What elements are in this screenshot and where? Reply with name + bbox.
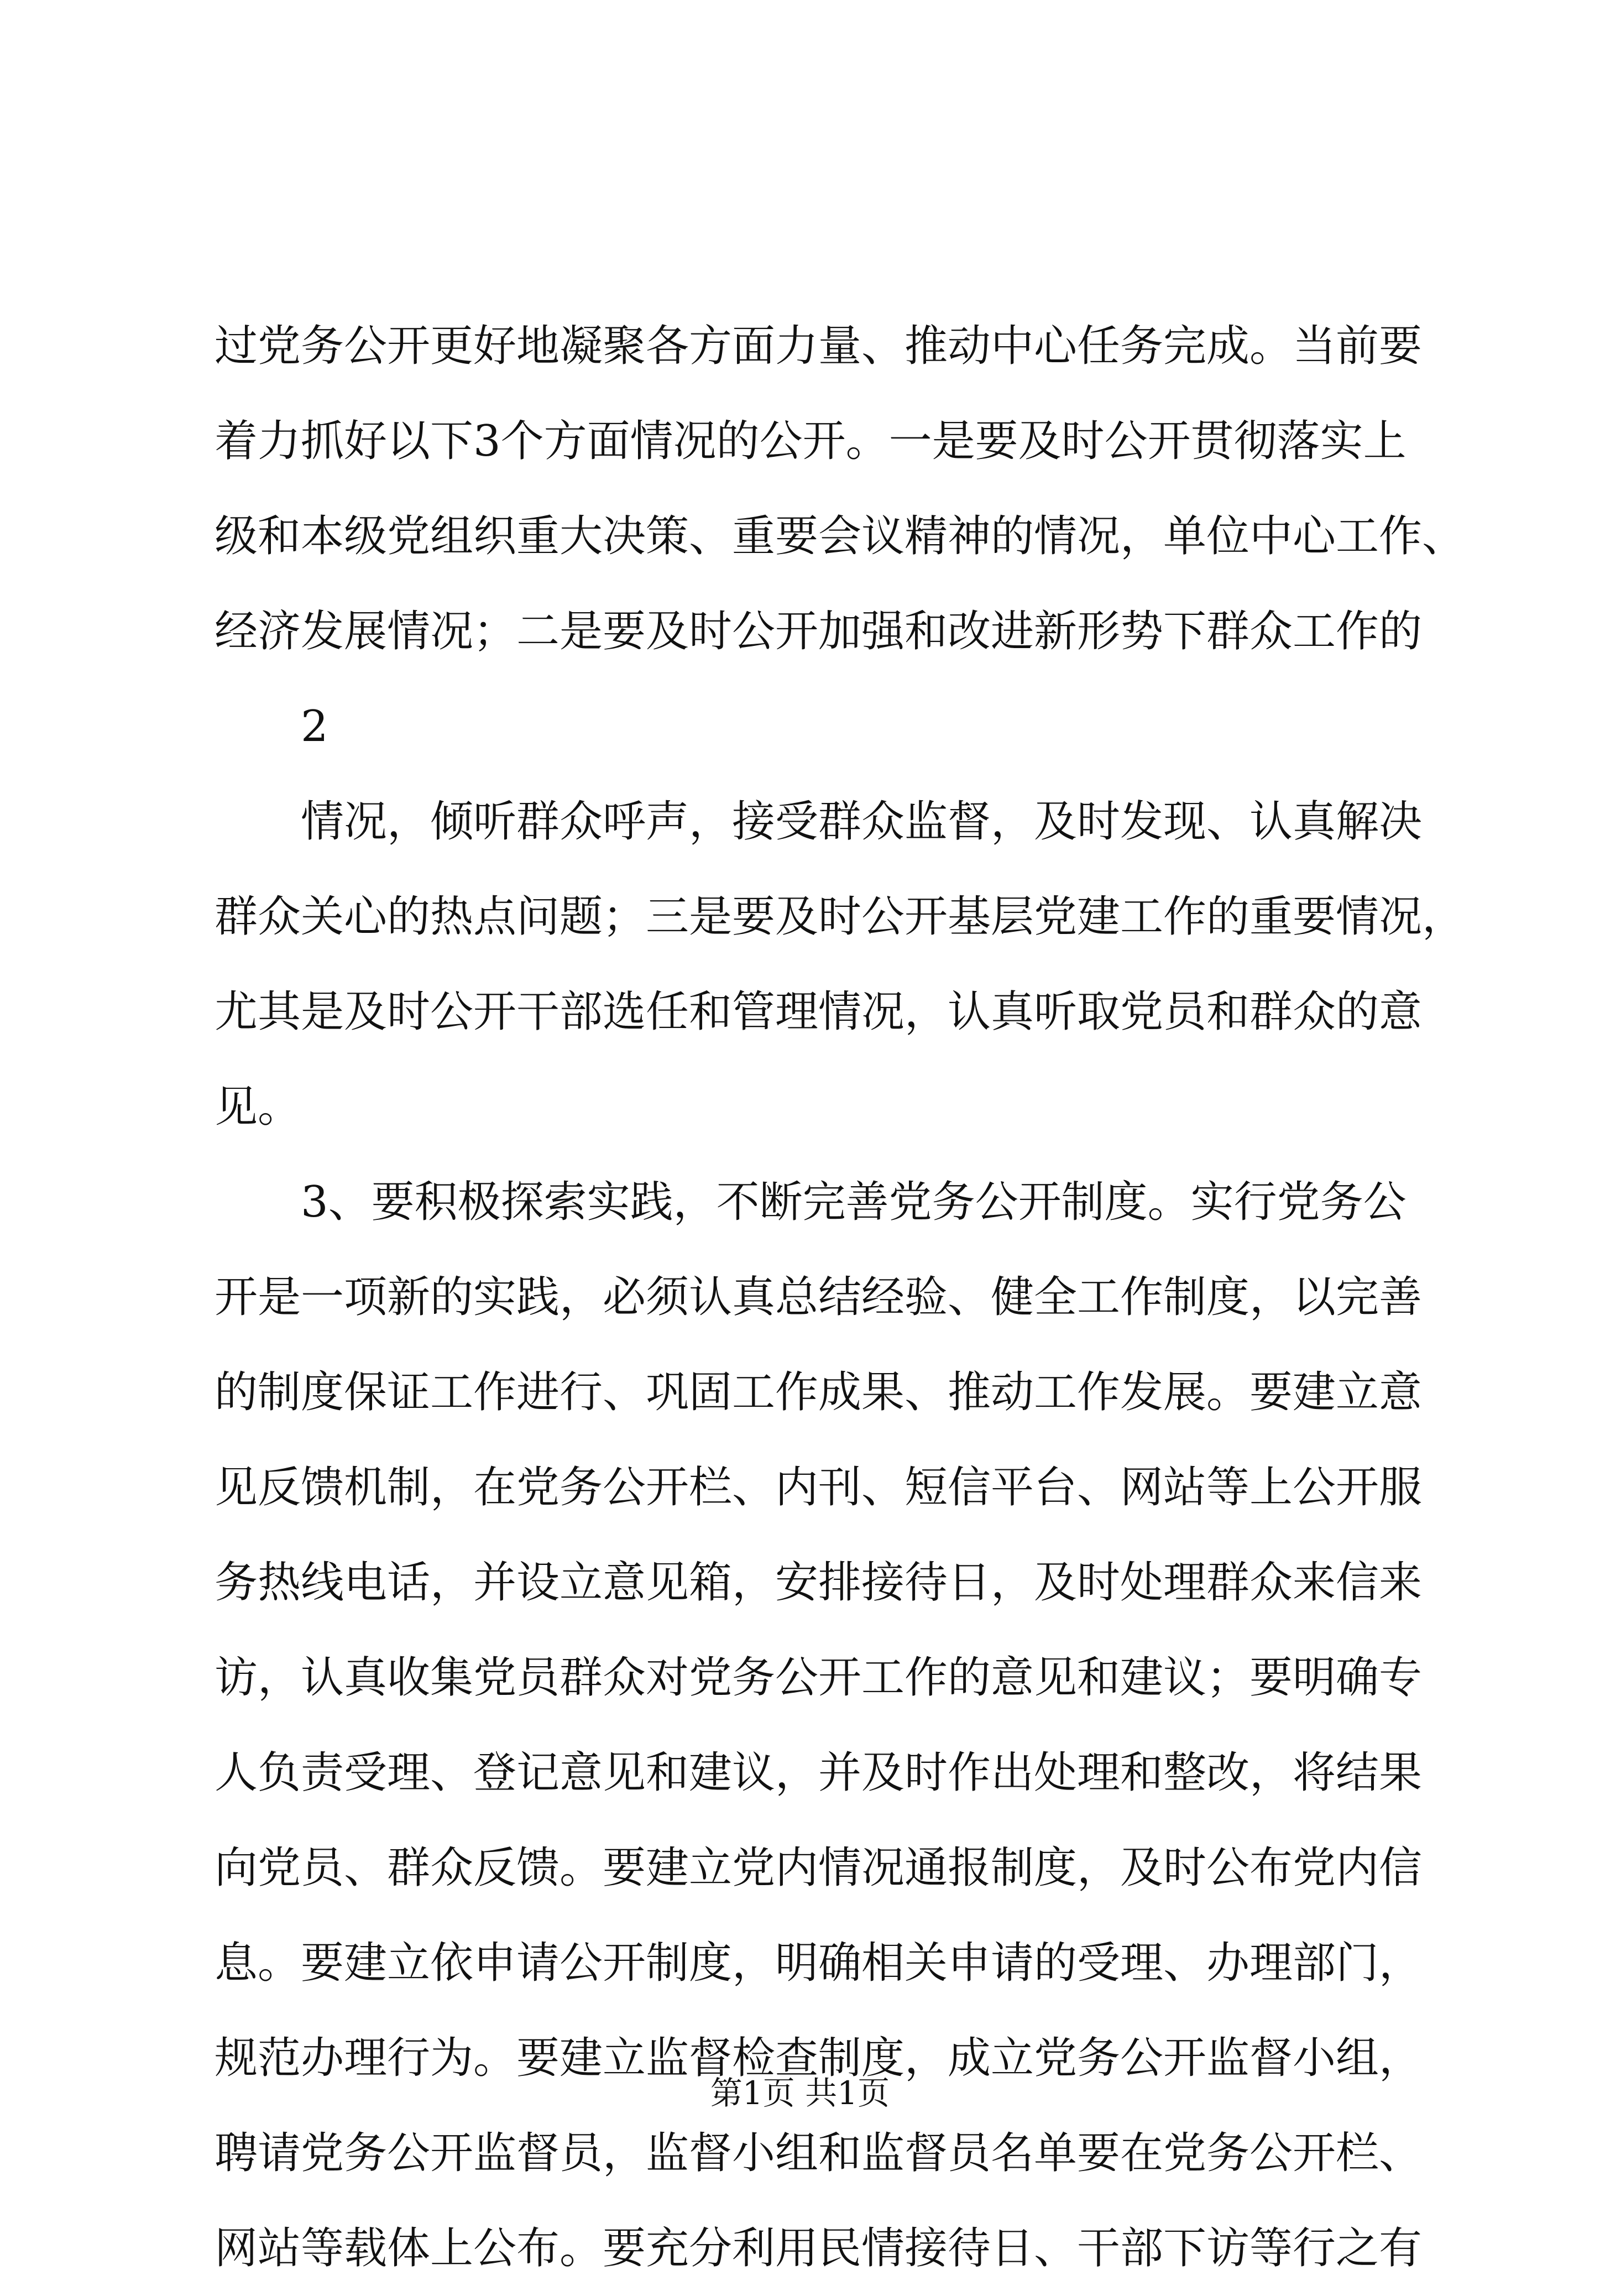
text-line: 过党务公开更好地凝聚各方面力量、推动中心任务完成。当前要 — [215, 321, 1423, 371]
text-line: 级和本级党组织重大决策、重要会议精神的情况，单位中心工作、 — [215, 512, 1466, 561]
text-line: 息。要建立依申请公开制度，明确相关申请的受理、办理部门， — [215, 1938, 1423, 1988]
inline-page-number: 2 — [301, 702, 328, 752]
text-line: 开是一项新的实践，必须认真总结经验、健全工作制度，以完善 — [215, 1272, 1423, 1322]
text-line: 务热线电话，并设立意见箱，安排接待日，及时处理群众来信来 — [215, 1558, 1423, 1608]
text-line: 向党员、群众反馈。要建立党内情况通报制度，及时公布党内信 — [215, 1843, 1423, 1893]
text-line: 情况，倾听群众呼声，接受群众监督，及时发现、认真解决 — [301, 797, 1423, 847]
text-line: 的制度保证工作进行、巩固工作成果、推动工作发展。要建立意 — [215, 1368, 1423, 1417]
text-line: 见反馈机制，在党务公开栏、内刊、短信平台、网站等上公开服 — [215, 1463, 1423, 1512]
text-line: 访，认真收集党员群众对党务公开工作的意见和建议；要明确专 — [215, 1653, 1423, 1703]
text-line: 网站等载体上公布。要充分利用民情接待日、干部下访等行之有 — [215, 2224, 1423, 2273]
text-line: 3、要积极探索实践，不断完善党务公开制度。实行党务公 — [301, 1177, 1406, 1227]
text-line: 规范办理行为。要建立监督检查制度，成立党务公开监督小组， — [215, 2033, 1423, 2083]
text-line: 见。 — [215, 1082, 301, 1132]
text-line: 着力抓好以下3个方面情况的公开。一是要及时公开贯彻落实上 — [215, 416, 1406, 466]
text-line: 尤其是及时公开干部选任和管理情况，认真听取党员和群众的意 — [215, 987, 1423, 1037]
text-line: 人负责受理、登记意见和建议，并及时作出处理和整改，将结果 — [215, 1748, 1423, 1798]
page-footer: 第1页 共1页 — [710, 2074, 890, 2112]
text-line: 经济发展情况；二是要及时公开加强和改进新形势下群众工作的 — [215, 607, 1423, 656]
document-body — [215, 299, 1466, 2296]
text-line: 聘请党务公开监督员，监督小组和监督员名单要在党务公开栏、 — [215, 2128, 1423, 2178]
text-line: 群众关心的热点问题；三是要及时公开基层党建工作的重要情况， — [215, 892, 1466, 942]
